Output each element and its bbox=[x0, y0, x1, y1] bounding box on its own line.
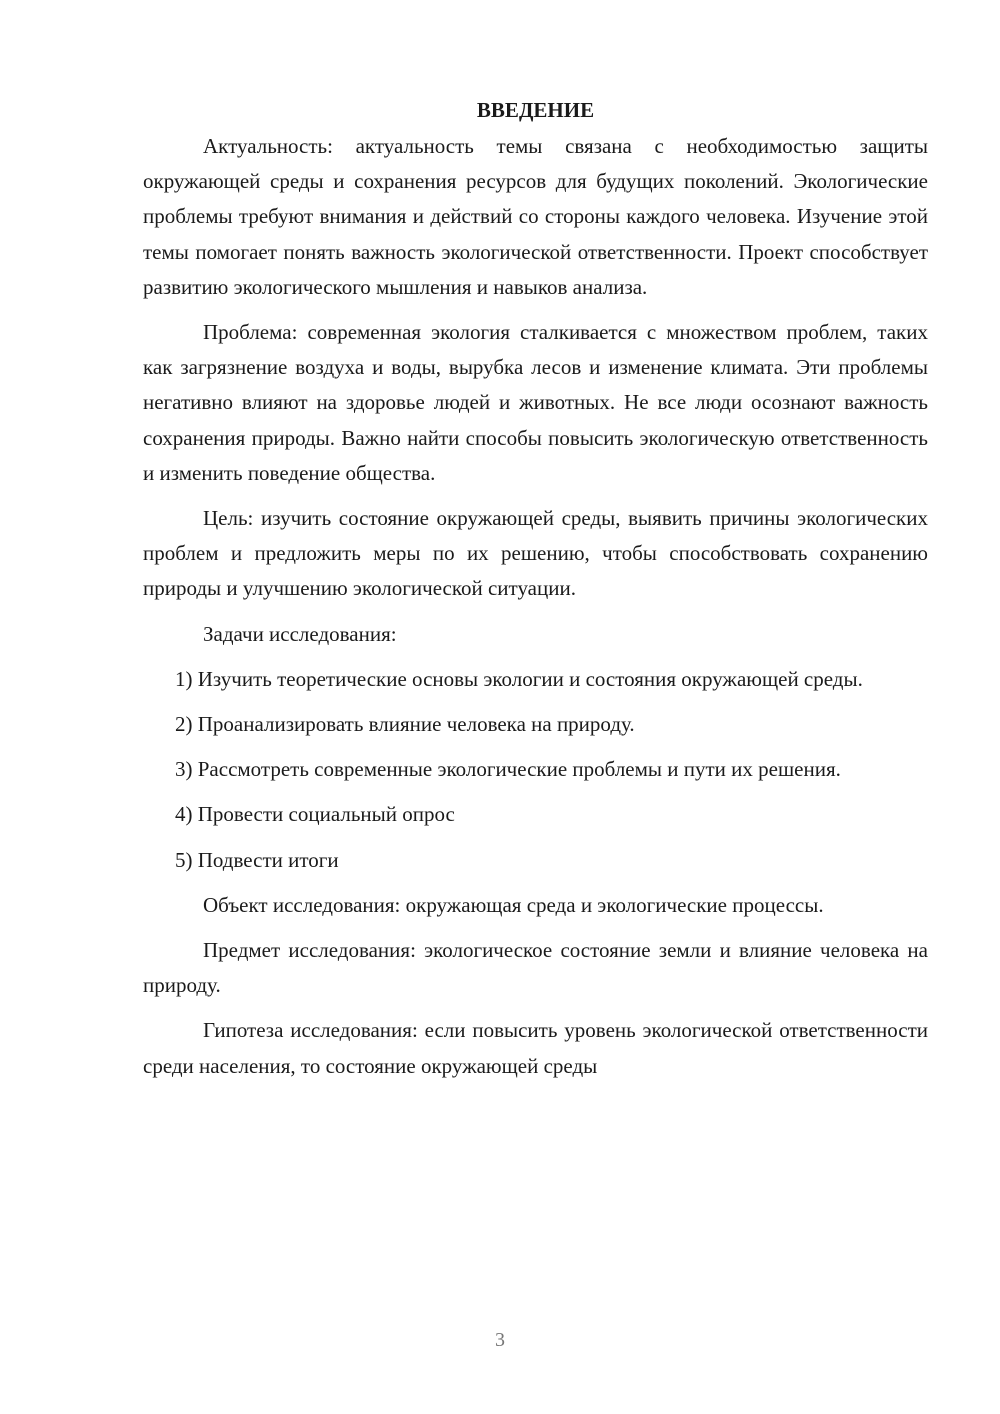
paragraph-problem: Проблема: современная экология сталкивается с множеством проблем, таких как загрязнение воздуха и воды, вырубка лесов и изменение климата. Эти проблемы негативно влияют на здоровье людей и животных. Не все люди осознают важность сохранения природы. Важно найти способы повысить экологическую ответственность и изменить поведение общества. bbox=[143, 320, 928, 485]
paragraph-hypothesis: Гипотеза исследования: если повысить уровень экологической ответственности среди населения, то состояние окружающей среды bbox=[143, 1018, 928, 1078]
task-item-2: 2) Проанализировать влияние человека на природу. bbox=[175, 712, 635, 737]
paragraph-relevance: Актуальность: актуальность темы связана с необходимостью защиты окружающей среды и сохранения ресурсов для будущих поколений. Экологические проблемы требуют внимания и действий со стороны каждого человека. Изучение этой темы помогает понять важность экологической ответственности. Проект способствует развитию экологического мышления и навыков анализа. bbox=[143, 134, 928, 299]
task-item-1: 1) Изучить теоретические основы экологии и состояния окружающей среды. bbox=[175, 666, 863, 691]
page-number: 3 bbox=[495, 1329, 505, 1351]
task-item-3: 3) Рассмотреть современные экологические проблемы и пути их решения. bbox=[175, 757, 841, 782]
paragraph-subject: Предмет исследования: экологическое состояние земли и влияние человека на природу. bbox=[143, 938, 928, 998]
paragraph-object: Объект исследования: окружающая среда и экологические процессы. bbox=[203, 892, 824, 917]
task-item-5: 5) Подвести итоги bbox=[175, 847, 339, 872]
document-page bbox=[143, 95, 928, 1094]
tasks-title: Задачи исследования: bbox=[203, 621, 397, 646]
task-item-4: 4) Провести социальный опрос bbox=[175, 802, 455, 827]
page-title: ВВЕДЕНИЕ bbox=[476, 98, 595, 122]
paragraph-goal: Цель: изучить состояние окружающей среды, выявить причины экологических проблем и предложить меры по их решению, чтобы способствовать сохранению природы и улучшению экологической ситуации. bbox=[143, 506, 928, 601]
